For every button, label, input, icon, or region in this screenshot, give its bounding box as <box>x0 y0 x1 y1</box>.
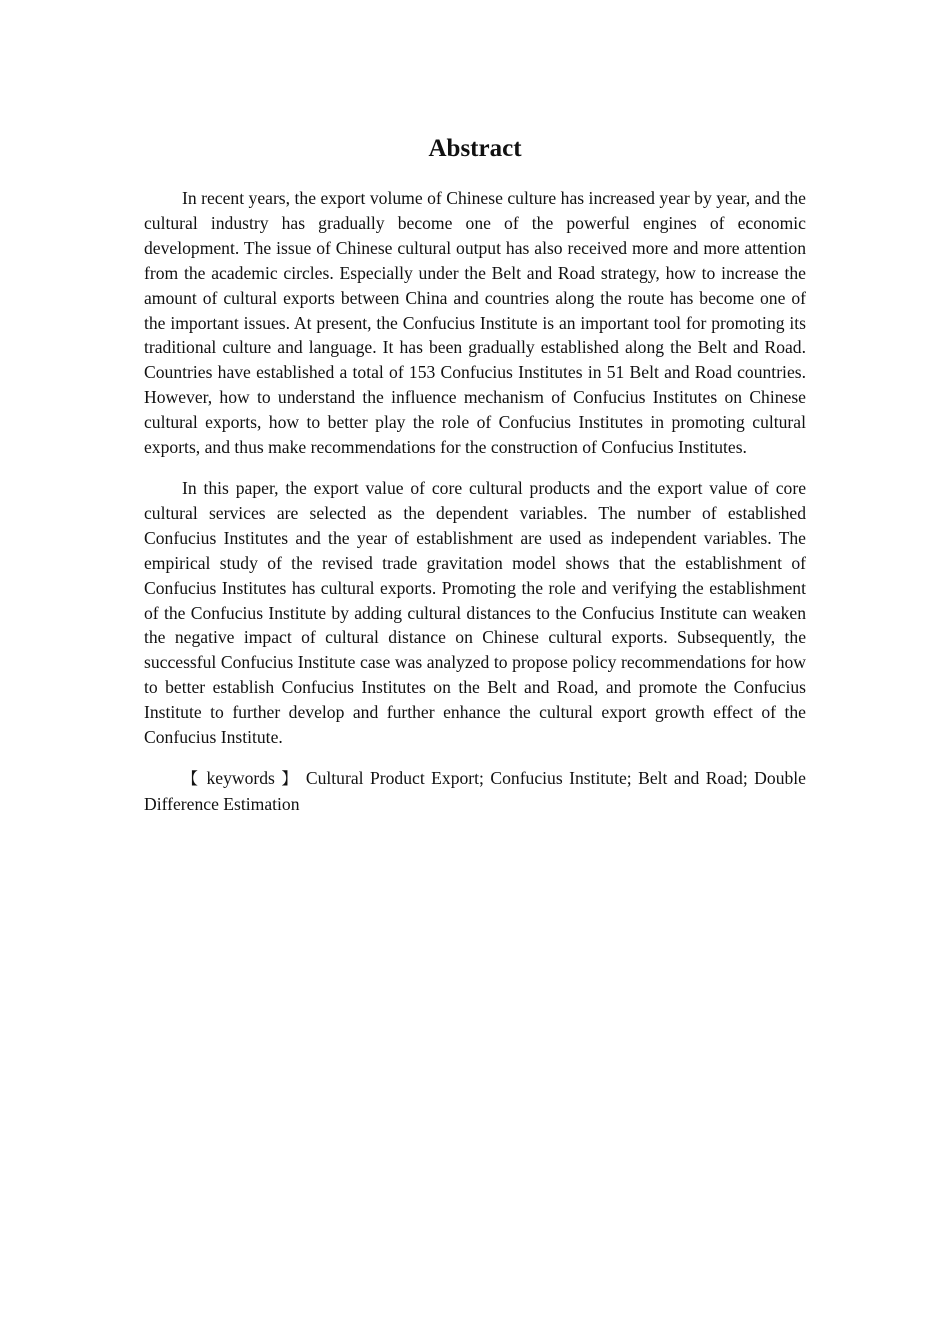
keywords-line <box>144 766 806 817</box>
abstract-paragraph-1: In recent years, the export volume of Chinese culture has increased year by year, and the cultural industry has gradually become one of the powerful engines of economic development. The issue of Chinese cultural output has also received more and more attention from the academic circles. Especially under the Belt and Road strategy, how to increase the amount of cultural exports between China and countries along the route has become one of the important issues. At present, the Confucius Institute is an important tool for promoting its traditional culture and language. It has been gradually established along the Belt and Road. Countries have established a total of 153 Confucius Institutes in 51 Belt and Road countries. However, how to understand the influence mechanism of Confucius Institutes on Chinese cultural exports, how to better play the role of Confucius Institutes in promoting cultural exports, and thus make recommendations for the construction of Confucius Institutes. <box>144 188 806 458</box>
keywords-label: keywords <box>206 767 275 788</box>
keywords-bracket-open: 【 <box>182 768 201 788</box>
abstract-title: Abstract <box>428 135 522 162</box>
keywords-text: Cultural Product Export; Confucius Institute; Belt and Road; Double Difference Estimation <box>144 767 806 814</box>
keywords-bracket-close: 】 <box>281 768 300 788</box>
abstract-page <box>144 132 806 817</box>
abstract-paragraph-2: In this paper, the export value of core cultural products and the export value of core cultural services are selected as the dependent variables. The number of established Confucius Institutes and the year of establishment are used as independent variables. The empirical study of the revised trade gravitation model shows that the establishment of Confucius Institutes has cultural exports. Promoting the role and verifying the establishment of the Confucius Institute by adding cultural distances to the Confucius Institute can weaken the negative impact of cultural distance on Chinese cultural exports. Subsequently, the successful Confucius Institute case was analyzed to propose policy recommendations for how to better establish Confucius Institutes on the Belt and Road, and promote the Confucius Institute to further develop and further enhance the cultural export growth effect of the Confucius Institute. <box>144 477 806 748</box>
